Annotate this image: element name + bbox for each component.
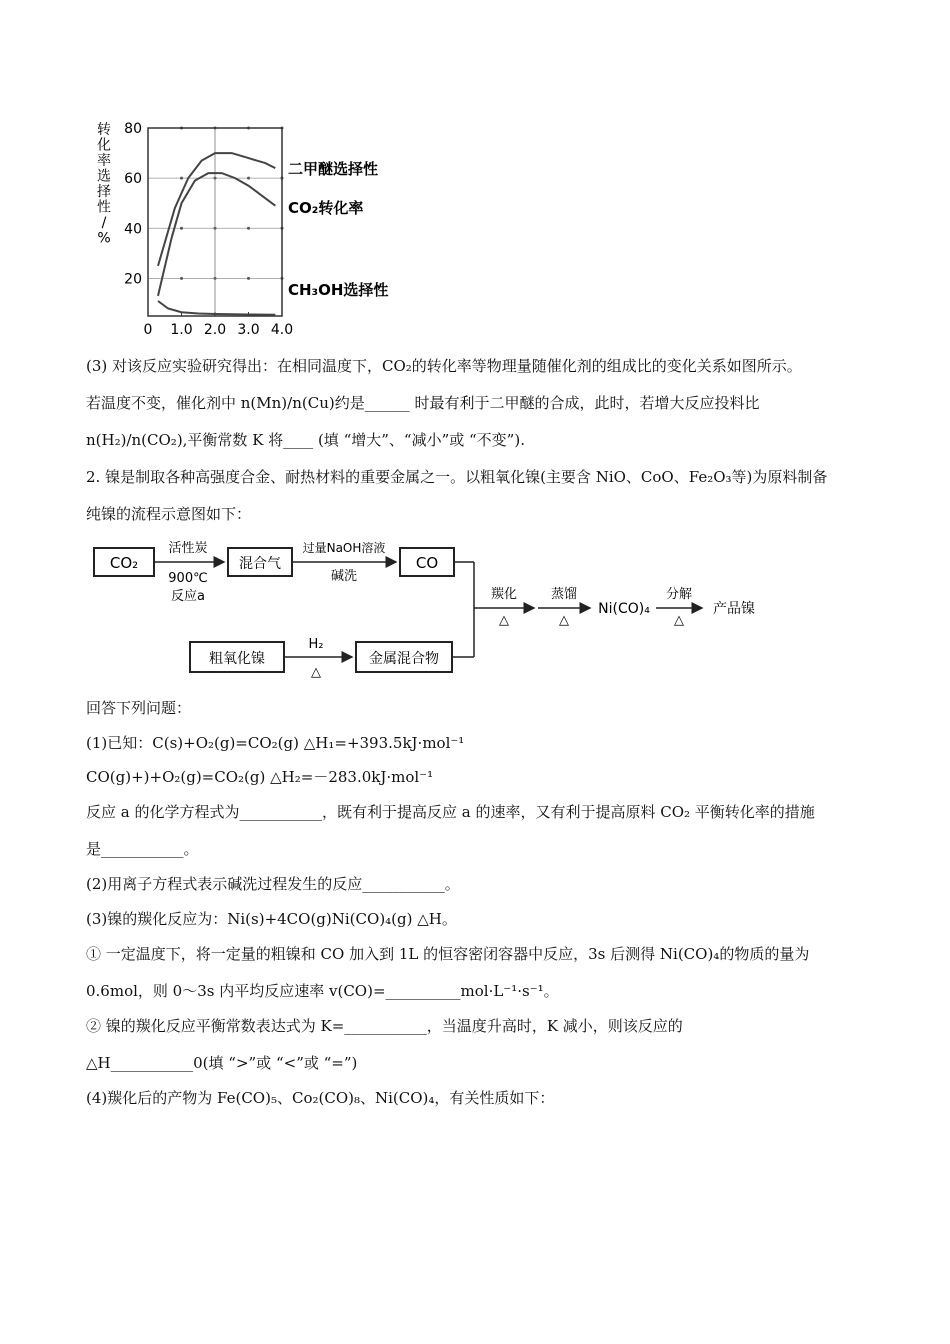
chart-grid <box>148 127 284 317</box>
temperature-label: 900℃ <box>168 571 208 586</box>
q3-1-line-a: ① 一定温度下，将一定量的粗镍和 CO 加入到 1L 的恒容密闭容器中反应，3s 后测得 Ni(CO)₄的物质的量为 <box>86 945 810 963</box>
carbonylation-label: 羰化 <box>490 587 518 602</box>
grid-dot <box>180 177 183 180</box>
co-label: CO <box>415 554 439 572</box>
y-axis-label-char: 选 <box>97 168 111 185</box>
q4-line: (4)羰化后的产物为 Fe(CO)₅、Co₂(CO)₈、Ni(CO)₄，有关性质如下： <box>86 1089 555 1107</box>
grid-dot <box>180 277 183 280</box>
q3-1-line-b: 0.6mol，则 0～3s 内平均反应速率 v(CO)=__________mol·L⁻¹·s⁻¹。 <box>86 982 559 1000</box>
y-axis-label-char: 转 <box>97 122 111 138</box>
q2-intro-line-1: 2. 镍是制取各种高强度合金、耐热材料的重要金属之一。以粗氧化镍(主要含 NiO、CoO、Fe₂O₃等)为原料制备 <box>86 468 828 486</box>
y-axis-label-char: 择 <box>97 184 111 200</box>
answer-intro: 回答下列问题： <box>86 699 192 717</box>
grid-dot <box>247 227 250 230</box>
grid-dot <box>180 227 183 230</box>
y-axis-label-char: 性 <box>97 199 111 216</box>
h2-label: H₂ <box>308 637 324 652</box>
q3-2-line-b: △H___________0(填 “>”或 “<”或 “=”) <box>86 1054 358 1072</box>
y-axis-label-char: 率 <box>97 153 111 169</box>
x-tick-label: 0 <box>143 322 153 335</box>
q3-line-2: 若温度不变，催化剂中 n(Mn)/n(Cu)约是______ 时最有利于二甲醚的合成，此时，若增大反应投料比 <box>86 394 760 412</box>
q3-line-3: n(H₂)/n(CO₂),平衡常数 K 将____ (填 “增大”、“减小”或 “不变”). <box>86 431 525 449</box>
distill-label: 蒸馏 <box>550 587 578 602</box>
conversion-selectivity-chart <box>90 110 410 335</box>
mixed-gas-label: 混合气 <box>239 556 281 572</box>
x-tick-label: 2.0 <box>203 322 227 335</box>
x-tick-label: 1.0 <box>170 322 193 335</box>
q2-line: (2)用离子方程式表示碱洗过程发生的反应___________。 <box>86 875 460 893</box>
series-line-1 <box>158 173 275 296</box>
q1-line-d: 是___________。 <box>86 840 199 858</box>
naoh-label: 过量NaOH溶液 <box>302 541 386 555</box>
nico4-label: Ni(CO)₄ <box>598 601 650 617</box>
y-tick-label: 40 <box>124 221 142 238</box>
y-axis-label-char: / <box>101 215 107 231</box>
y-tick-label: 60 <box>124 171 142 188</box>
reaction-a-label: 反应a <box>171 589 205 604</box>
grid-dot <box>247 177 250 180</box>
series-label-1: CO₂转化率 <box>288 199 364 217</box>
q1-line-b: CO(g)+)+O₂(g)=CO₂(g) △H₂=－283.0kJ·mol⁻¹ <box>86 768 434 786</box>
alkali-wash-label: 碱洗 <box>330 569 358 584</box>
q3-line: (3)镍的羰化反应为：Ni(s)+4CO(g)Ni(CO)₄(g) △H。 <box>86 910 457 928</box>
q1-line-c: 反应 a 的化学方程式为___________，既有利于提高反应 a 的速率，又有利于提高原料 CO₂ 平衡转化率的措施 <box>86 803 815 821</box>
decompose-label: 分解 <box>665 587 693 602</box>
y-tick-label: 20 <box>124 271 142 288</box>
y-tick-label: 80 <box>124 121 142 137</box>
metal-mix-label: 金属混合物 <box>369 651 439 667</box>
q2-intro-line-2: 纯镍的流程示意图如下： <box>86 505 252 523</box>
series-label-2: CH₃OH选择性 <box>288 281 389 299</box>
y-axis-label-char: 化 <box>97 137 111 154</box>
chart-lines <box>158 153 275 315</box>
series-line-0 <box>158 153 275 266</box>
crude-nio-label: 粗氧化镍 <box>209 651 265 667</box>
series-line-2 <box>158 301 275 315</box>
x-tick-label: 4.0 <box>270 322 294 335</box>
x-tick-label: 3.0 <box>237 322 260 335</box>
process-flow-diagram <box>86 530 786 680</box>
delta-label-decompose: △ <box>674 613 684 628</box>
q3-line-1: (3) 对该反应实验研究得出：在相同温度下，CO₂的转化率等物理量随催化剂的组成比的变化关系如图所示。 <box>86 357 802 375</box>
delta-label-carbonylation: △ <box>499 613 509 628</box>
q3-2-line-a: ② 镍的羰化反应平衡常数表达式为 K=___________，当温度升高时，K 减小，则该反应的 <box>86 1017 683 1035</box>
grid-dot <box>247 277 250 280</box>
co2-label: CO₂ <box>109 554 139 572</box>
delta-label-h2: △ <box>311 665 321 680</box>
q1-line-a: (1)已知：C(s)+O₂(g)=CO₂(g) △H₁=+393.5kJ·mol⁻¹ <box>86 734 465 752</box>
product-nickel-label: 产品镍 <box>713 601 755 617</box>
activated-carbon-label: 活性炭 <box>168 541 208 556</box>
series-label-0: 二甲醚选择性 <box>288 160 379 178</box>
y-axis-label-char: % <box>97 230 111 247</box>
delta-label-distill: △ <box>559 613 569 628</box>
